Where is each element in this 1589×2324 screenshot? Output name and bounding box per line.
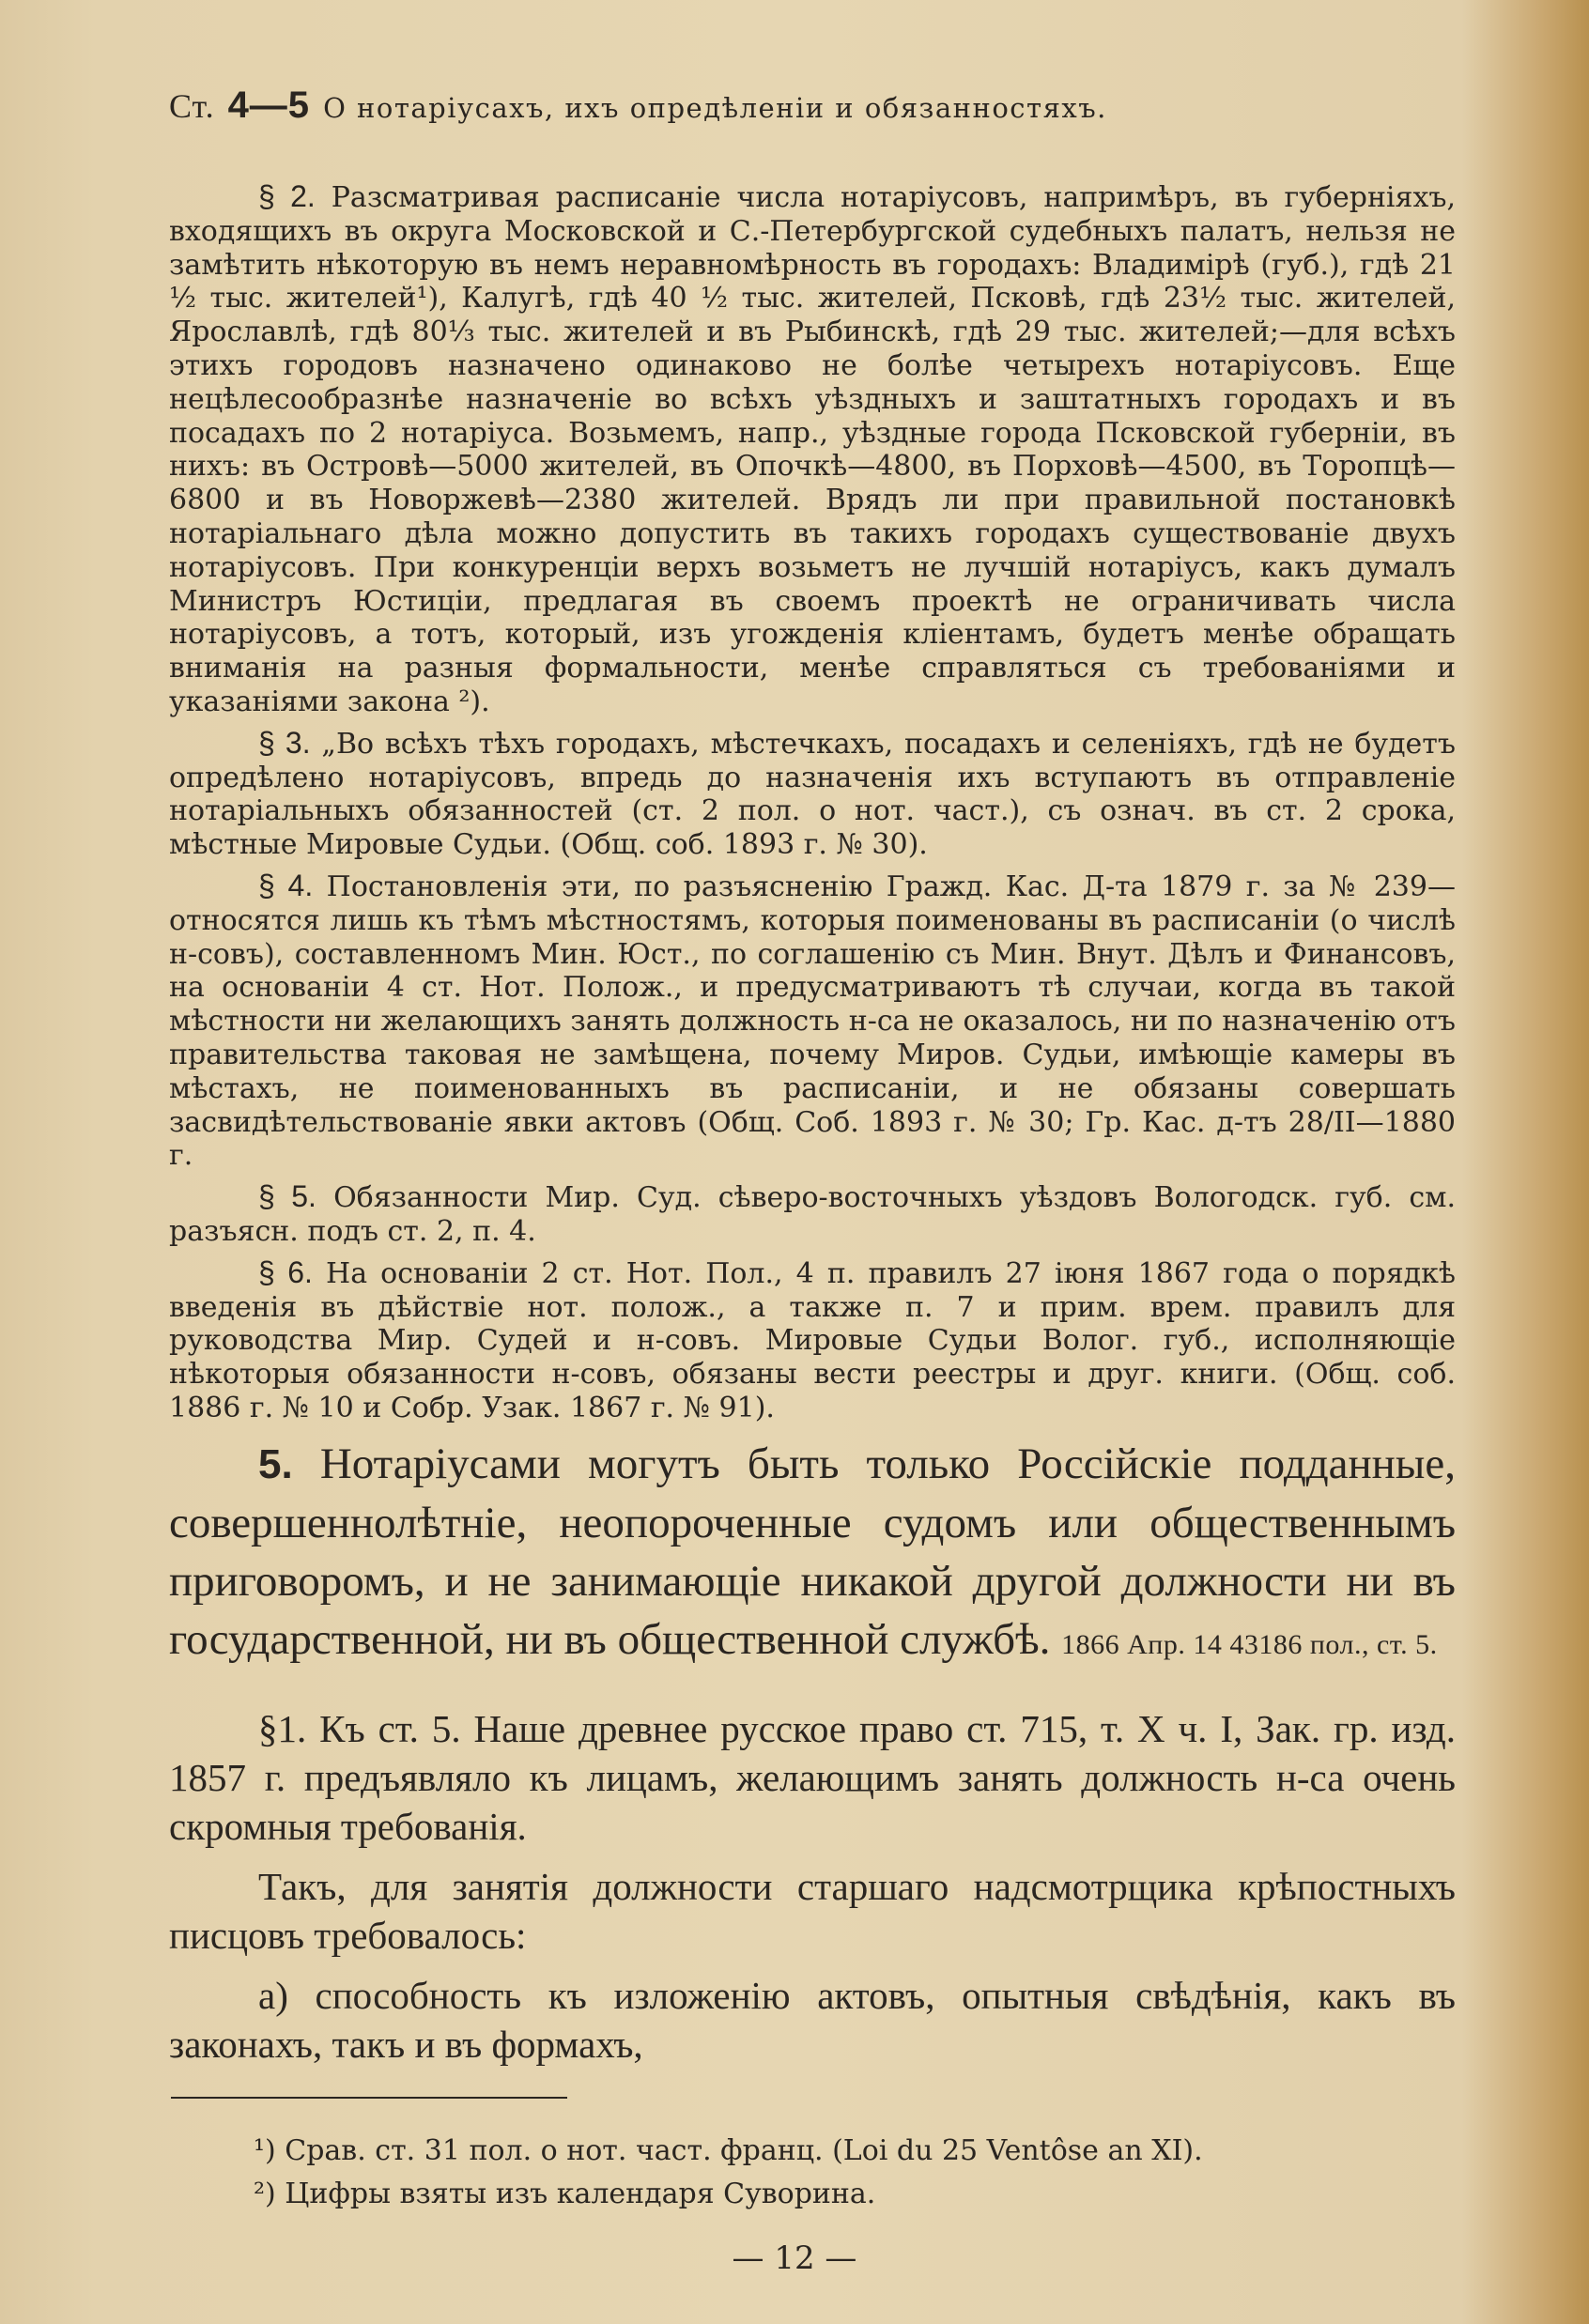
statute-number: 5. [258, 1441, 293, 1487]
footnote-1: ¹) Срав. ст. 31 пол. о нот. част. франц. (Loi du 25 Ventôse an XI). [254, 2134, 1203, 2167]
commentary-small-print [169, 180, 1456, 1433]
footnotes [254, 2130, 1437, 2216]
paragraph-3 [169, 727, 1456, 862]
statute-text: Нотаріусами могутъ быть только Россійскіе подданные, совершеннолѣтніе, неопороченные судомъ или общественнымъ приговоромъ, и не занимающіе никакой другой должности ни въ государственной, ни въ общественной службѣ. [169, 1439, 1456, 1664]
paragraph-5 [169, 1180, 1456, 1249]
commentary-paragraph: Такъ, для занятія должности старшаго надсмотрщика крѣпостныхъ писцовъ требовалось: [169, 1865, 1456, 1957]
paragraph-6 [169, 1256, 1456, 1425]
section-mark: § 3. [258, 725, 311, 760]
commentary-large-print [169, 1704, 1456, 2080]
header-prefix: Ст. [169, 87, 215, 125]
section-mark: § 5. [258, 1179, 316, 1214]
header-title: О нотаріусахъ, ихъ опредѣленіи и обязанностяхъ. [323, 92, 1107, 124]
page-number: — 12 — [732, 2239, 857, 2277]
paragraph-text: Разсматривая расписаніе числа нотаріусовъ, напримѣръ, въ губерніяхъ, входящихъ въ округа Московской и С.-Петербургской судебныхъ палатъ, нельзя не замѣтить нѣкоторую въ немъ неравномѣрность въ городахъ: Владимірѣ (губ.), гдѣ 21 ½ тыс. жителей¹), Калугѣ, гдѣ 40 ½ тыс. жителей, Псковѣ, гдѣ 23½ тыс. жителей, Ярославлѣ, гдѣ 80⅓ тыс. жителей и въ Рыбинскѣ, гдѣ 29 тыс. жителей;—для всѣхъ этихъ городовъ назначено одинаково не болѣе четырехъ нотаріусовъ. Еще нецѣлесообразнѣе назначеніе во всѣхъ уѣздныхъ и заштатныхъ городахъ и въ посадахъ по 2 нотаріуса. Возьмемъ, напр., уѣздные города Псковской губерніи, въ нихъ: въ Островѣ—5000 жителей, въ Опочкѣ—4800, въ Порховѣ—4500, въ Торопцѣ—6800 и въ Новоржевѣ—2380 жителей. Врядъ ли при правильной постановкѣ нотаріальнаго дѣла можно допустить въ такихъ городахъ существованіе двухъ нотаріусовъ. При конкуренціи верхъ возьметъ не лучшій нотаріусъ, какъ думалъ Министръ Юстиціи, предлагая въ своемъ проектѣ не ограничивать числа нотаріусовъ, а тотъ, который, изъ угожденія кліентамъ, будетъ менѣе обращать вниманія на разныя формальности, менѣе справляться съ требованіями и указаніями закона ²). [169, 181, 1456, 718]
paragraph-text: На основаніи 2 ст. Нот. Пол., 4 п. правилъ 27 іюня 1867 года о порядкѣ введенія въ дѣйствіе нот. полож., а также п. 7 и прим. врем. правилъ для руководства Мир. Судей и н-совъ. Мировые Судьи Волог. губ., исполняющіе нѣкоторыя обязанности н-совъ, обязаны вести реестры и друг. книги. (Общ. соб. 1886 г. № 10 и Собр. Узак. 1867 г. № 91). [169, 1256, 1456, 1424]
running-head [169, 85, 1465, 127]
statute-source: 1866 Апр. 14 43186 пол., ст. 5. [1061, 1629, 1438, 1660]
section-mark: § 6. [258, 1254, 313, 1289]
commentary-paragraph: а) способность къ изложенію актовъ, опытныя свѣдѣнія, какъ въ законахъ, такъ и въ формахъ, [169, 1974, 1456, 2066]
header-articles: 4—5 [227, 85, 311, 126]
footnote-2: ²) Цифры взяты изъ календаря Суворина. [254, 2178, 876, 2210]
statute-article-5 [169, 1435, 1456, 1674]
paragraph-4 [169, 870, 1456, 1173]
paragraph-text: „Во всѣхъ тѣхъ городахъ, мѣстечкахъ, посадахъ и селеніяхъ, гдѣ не будетъ опредѣлено нотаріусовъ, впредь до назначенія ихъ вступаютъ въ отправленіе нотаріальныхъ обязанностей (ст. 2 пол. о нот. част.), съ означ. въ ст. 2 срока, мѣстные Мировые Судьи. (Общ. соб. 1893 г. № 30). [169, 727, 1456, 862]
paragraph-text: Обязанности Мир. Суд. сѣверо-восточныхъ уѣздовъ Вологодск. губ. см. разъясн. подъ ст. 2, п. 4. [169, 1181, 1456, 1248]
section-mark: § 4. [258, 868, 314, 902]
paragraph-2 [169, 180, 1456, 719]
section-mark: § 2. [258, 179, 316, 213]
footnote-divider [171, 2097, 567, 2099]
paragraph-text: Постановленія эти, по разъясненію Гражд. Кас. Д-та 1879 г. за № 239—относятся лишь къ тѣмъ мѣстностямъ, которыя поименованы въ расписаніи (о числѣ н-совъ), составленномъ Мин. Юст., по соглашенію съ Мин. Внут. Дѣлъ и Финансовъ, на основаніи 4 ст. Нот. Полож., и предусматриваютъ тѣ случаи, когда въ такой мѣстности ни желающихъ занять должность н-са не оказалось, ни по назначенію отъ правительства таковая не замѣщена, почему Миров. Судьи, имѣющіе камеры въ мѣстахъ, не поименованныхъ въ расписаніи, и не обязаны совершать засвидѣтельствованіе явки актовъ (Общ. Соб. 1893 г. № 30; Гр. Кас. д-тъ 28/II—1880 г. [169, 870, 1456, 1173]
commentary-paragraph: §1. Къ ст. 5. Наше древнее русское право ст. 715, т. X ч. I, Зак. гр. изд. 1857 г. предъявляло къ лицамъ, желающимъ занять должность н-са очень скромныя требованія. [169, 1707, 1456, 1848]
